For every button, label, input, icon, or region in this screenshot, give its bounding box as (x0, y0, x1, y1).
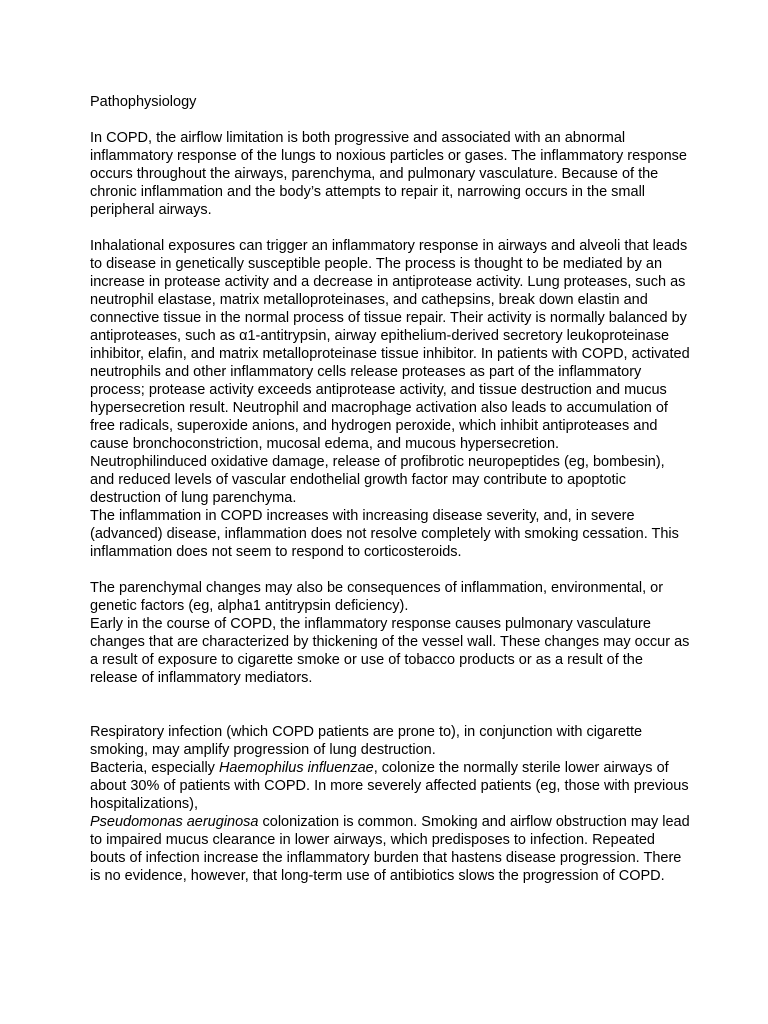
paragraph-bacteria (90, 759, 690, 813)
paragraph-inhalational-exposures: Inhalational exposures can trigger an inflammatory response in airways and alveoli that leads to disease in genetically susceptible people. The process is thought to be mediated by an increase in protease activity and a decrease in antiprotease activity. Lung proteases, such as neutrophil elastase, matrix metalloproteinases, and cathepsins, break down elastin and connective tissue in the normal process of tissue repair. Their activity is normally balanced by antiproteases, such as α1-antitrypsin, airway epithelium-derived secretory leukoproteinase inhibitor, elafin, and matrix metalloproteinase tissue inhibitor. In patients with COPD, activated neutrophils and other inflammatory cells release proteases as part of the inflammatory process; protease activity exceeds antiprotease activity, and tissue destruction and mucus hypersecretion result. Neutrophil and macrophage activation also leads to accumulation of free radicals, superoxide anions, and hydrogen peroxide, which inhibit antiproteases and cause bronchoconstriction, mucosal edema, and mucous hypersecretion. (90, 238, 690, 452)
paragraph-respiratory-infection: Respiratory infection (which COPD patients are prone to), in conjunction with cigarette smoking, may amplify progression of lung destruction. (90, 724, 643, 758)
paragraph-spacer (90, 687, 690, 723)
section-heading: Pathophysiology (90, 94, 197, 110)
italic-organism-name: Pseudomonas aeruginosa (90, 814, 259, 830)
paragraph-oxidative-damage: Neutrophilinduced oxidative damage, release of profibrotic neuropeptides (eg, bombesin), and reduced levels of vascular endothelial growth factor may contribute to apoptotic destruction of lung parenchyma. (90, 454, 665, 506)
document-body (90, 93, 690, 885)
paragraph-spacer (90, 561, 690, 579)
paragraph-inflammation-severity: The inflammation in COPD increases with increasing disease severity, and, in severe (advanced) disease, inflammation does not resolve completely with smoking cessation. This inflammation does not seem to respond to corticosteroids. (90, 508, 679, 560)
text-run: , colonize the normally sterile lower airways of about 30% of patients with COPD. In more severely affected patients (eg, those with previous hospitalizations), (90, 760, 689, 812)
paragraph-spacer (90, 111, 690, 129)
text-run: Bacteria, especially (90, 760, 219, 776)
italic-organism-name: Haemophilus influenzae (218, 760, 374, 776)
paragraph-spacer (90, 219, 690, 237)
text-run: colonization is common. Smoking and airflow obstruction may lead to impaired mucus clearance in lower airways, which predisposes to infection. Repeated bouts of infection increase the inflammatory burden that hastens disease progression. There is no evidence, however, that long-term use of antibiotics slows the progression of COPD. (90, 814, 690, 884)
paragraph-vasculature-changes: Early in the course of COPD, the inflammatory response causes pulmonary vasculature changes that are characterized by thickening of the vessel wall. These changes may occur as a result of exposure to cigarette smoke or use of tobacco products or as a result of the release of inflammatory mediators. (90, 616, 690, 686)
paragraph-pseudomonas (90, 813, 690, 885)
paragraph-parenchymal-changes: The parenchymal changes may also be consequences of inflammation, environmental, or genetic factors (eg, alpha1 antitrypsin deficiency). (90, 580, 664, 614)
paragraph-copd-airflow: In COPD, the airflow limitation is both progressive and associated with an abnormal inflammatory response of the lungs to noxious particles or gases. The inflammatory response occurs throughout the airways, parenchyma, and pulmonary vasculature. Because of the chronic inflammation and the body’s attempts to repair it, narrowing occurs in the small peripheral airways. (90, 130, 687, 218)
